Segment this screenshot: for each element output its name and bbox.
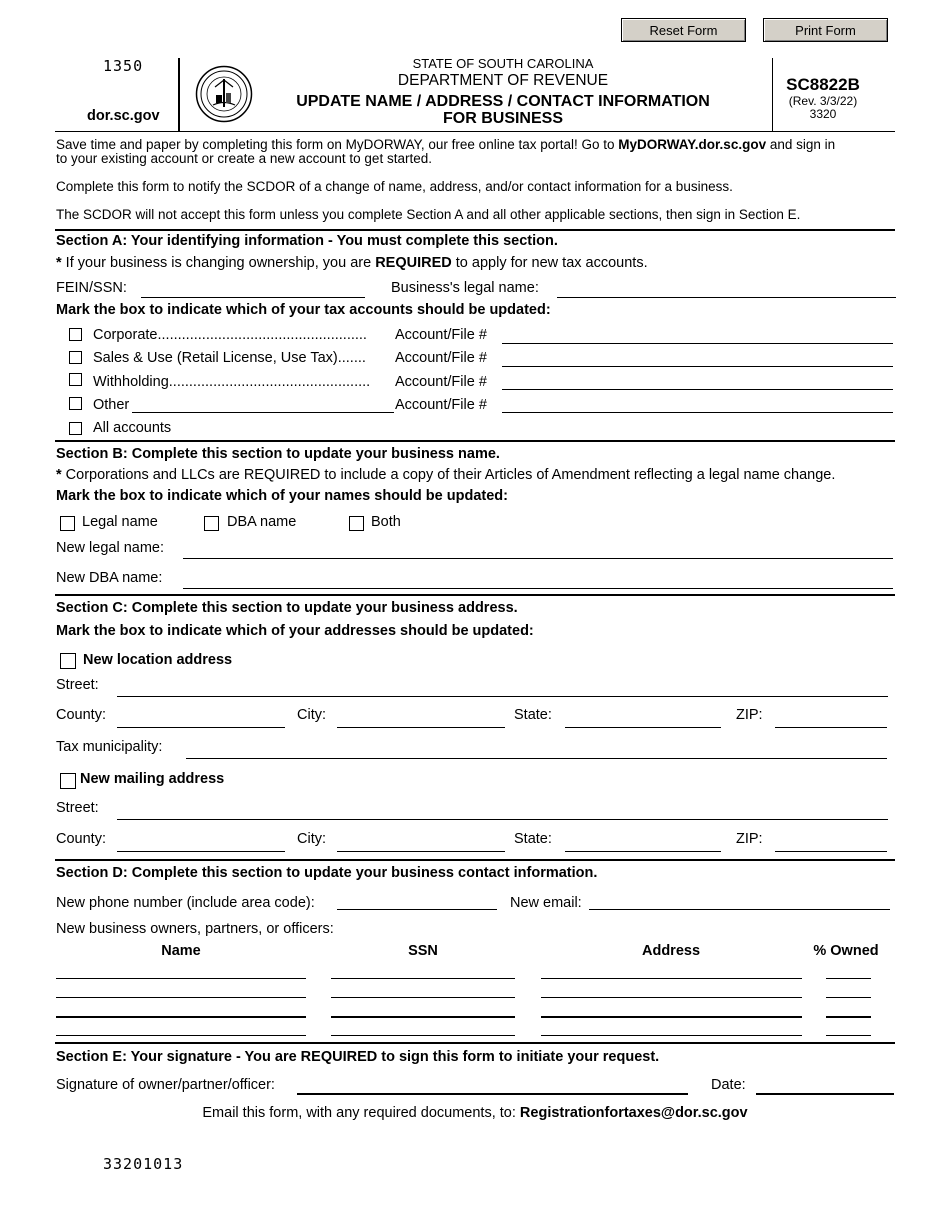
location-state-label: State: [514,707,552,723]
tax-municipality-input[interactable] [186,758,887,759]
mailing-street-input[interactable] [117,819,888,820]
owner-row-4-name-input[interactable] [56,1035,306,1036]
sales-use-acct-input[interactable] [502,366,893,367]
form-id: SC8822B [786,75,860,94]
location-zip-label: ZIP: [736,707,763,723]
other-specify-input[interactable] [132,412,394,413]
new-dba-name-input[interactable] [183,588,893,589]
corporate-acct-label: Account/File # [395,327,487,343]
corporate-label: Corporate.................................................... [93,327,367,343]
email-instructions: Email this form, with any required documents, to: Registrationfortaxes@dor.sc.gov [202,1105,748,1121]
new-mailing-checkbox[interactable] [60,773,76,789]
new-location-label: New location address [83,652,233,668]
other-acct-label: Account/File # [395,397,487,413]
phone-input[interactable] [337,909,497,910]
intro-paragraph-1: Save time and paper by completing this form on MyDORWAY, our free online tax portal! Go to MyDORWAY.dor.sc.gov and sign in to your existing account or create a new account to get started. [56,137,836,166]
section-d-rule [55,859,895,861]
section-e-rule [55,1042,895,1044]
dba-name-option-label: DBA name [227,514,297,530]
other-acct-input[interactable] [502,412,893,413]
section-b-note: * Corporations and LLCs are REQUIRED to include a copy of their Articles of Amendment reflecting a legal name change. [56,467,836,483]
signature-input[interactable] [297,1093,688,1095]
phone-label: New phone number (include area code): [56,895,315,911]
owner-row-1-name-input[interactable] [56,978,306,979]
section-b-heading: Section B: Complete this section to update your business name. [56,446,500,462]
col-owned-header: % Owned [813,943,879,959]
owners-label: New business owners, partners, or officers: [56,921,334,937]
new-legal-name-label: New legal name: [56,540,164,556]
section-c-heading: Section C: Complete this section to update your business address. [56,600,518,616]
new-location-checkbox[interactable] [60,653,76,669]
fein-input[interactable] [141,297,365,298]
mailing-zip-input[interactable] [775,851,887,852]
sales-use-label: Sales & Use (Retail License, Use Tax)....... [93,350,366,366]
date-label: Date: [711,1077,746,1093]
form-revision: (Rev. 3/3/22) [788,94,858,108]
date-input[interactable] [756,1093,894,1095]
section-d-heading: Section D: Complete this section to update your business contact information. [56,865,598,881]
withholding-acct-label: Account/File # [395,374,487,390]
header-dept: DEPARTMENT OF REVENUE [397,72,609,89]
location-city-label: City: [297,707,326,723]
owner-row-4-address-input[interactable] [541,1035,802,1036]
location-street-label: Street: [56,677,99,693]
other-label: Other [93,397,130,413]
mailing-zip-label: ZIP: [736,831,763,847]
mailing-state-input[interactable] [565,851,721,852]
new-mailing-label: New mailing address [80,771,225,787]
email-label: New email: [510,895,582,911]
sales-use-acct-label: Account/File # [395,350,487,366]
col-address-header: Address [641,943,701,959]
mailing-city-label: City: [297,831,326,847]
form-title-line2: FOR BUSINESS [442,110,563,127]
form-title-line1: UPDATE NAME / ADDRESS / CONTACT INFORMATION [296,93,710,110]
sales-use-checkbox[interactable] [69,351,82,364]
new-dba-name-label: New DBA name: [56,570,163,586]
withholding-acct-input[interactable] [502,389,893,390]
form-number: 3320 [809,107,837,121]
section-a-mark-label: Mark the box to indicate which of your tax accounts should be updated: [56,302,551,318]
location-city-input[interactable] [337,727,505,728]
legal-name-option-label: Legal name [82,514,158,530]
owner-row-3-name-input[interactable] [56,1016,306,1018]
corporate-checkbox[interactable] [69,328,82,341]
header-divider-left [178,58,180,131]
owner-row-3-address-input[interactable] [541,1016,802,1018]
form-code: 1350 [103,57,144,75]
intro-paragraph-3: The SCDOR will not accept this form unless you complete Section A and all other applicable sections, then sign in Section E. [56,207,801,222]
intro-paragraph-2: Complete this form to notify the SCDOR of a change of name, address, and/or contact information for a business. [56,179,733,194]
owner-row-4-owned-input[interactable] [826,1035,871,1036]
owner-row-4-ssn-input[interactable] [331,1035,515,1036]
website: dor.sc.gov [87,108,160,124]
corporate-acct-input[interactable] [502,343,893,344]
owner-row-2-name-input[interactable] [56,997,306,998]
legal-name-label: Business's legal name: [391,280,539,296]
state-seal-icon [195,65,253,123]
owner-row-2-owned-input[interactable] [826,997,871,998]
mailing-city-input[interactable] [337,851,505,852]
signature-label: Signature of owner/partner/officer: [56,1077,275,1093]
owner-row-1-owned-input[interactable] [826,978,871,979]
header-state: STATE OF SOUTH CAROLINA [412,56,594,71]
tax-municipality-label: Tax municipality: [56,739,163,755]
owner-row-1-address-input[interactable] [541,978,802,979]
mydorway-link[interactable]: MyDORWAY.dor.sc.gov [618,137,767,152]
section-b-rule [55,440,895,442]
section-a-rule [55,229,895,231]
location-street-input[interactable] [117,696,888,697]
other-checkbox[interactable] [69,397,82,410]
section-c-rule [55,594,895,596]
mailing-county-label: County: [56,831,106,847]
mailing-state-label: State: [514,831,552,847]
owner-row-3-ssn-input[interactable] [331,1016,515,1018]
reset-form-button[interactable]: Reset Form [621,18,746,42]
both-names-checkbox[interactable] [349,516,364,531]
location-county-label: County: [56,707,106,723]
owner-row-3-owned-input[interactable] [826,1016,871,1018]
withholding-checkbox[interactable] [69,373,82,386]
dba-name-checkbox[interactable] [204,516,219,531]
new-legal-name-input[interactable] [183,558,893,559]
fein-label: FEIN/SSN: [56,280,127,296]
col-ssn-header: SSN [408,943,438,959]
location-zip-input[interactable] [775,727,887,728]
all-accounts-checkbox[interactable] [69,422,82,435]
owner-row-2-ssn-input[interactable] [331,997,515,998]
col-name-header: Name [161,943,201,959]
registration-email-link[interactable]: Registrationfortaxes@dor.sc.gov [519,1105,748,1121]
location-state-input[interactable] [565,727,721,728]
both-option-label: Both [371,514,401,530]
owner-row-1-ssn-input[interactable] [331,978,515,979]
location-county-input[interactable] [117,727,285,728]
header-bottom-rule [55,131,895,132]
legal-name-checkbox[interactable] [60,516,75,531]
mailing-street-label: Street: [56,800,99,816]
section-a-note: * If your business is changing ownership, you are REQUIRED to apply for new tax accounts. [56,255,648,271]
section-a-heading: Section A: Your identifying information - You must complete this section. [56,233,558,249]
email-input[interactable] [589,909,890,910]
section-b-mark-label: Mark the box to indicate which of your names should be updated: [56,488,508,504]
print-form-button[interactable]: Print Form [763,18,888,42]
withholding-label: Withholding.................................................. [93,374,371,390]
section-c-mark-label: Mark the box to indicate which of your addresses should be updated: [56,623,534,639]
mailing-county-input[interactable] [117,851,285,852]
section-e-heading: Section E: Your signature - You are REQUIRED to sign this form to initiate your request. [56,1049,660,1065]
owner-row-2-address-input[interactable] [541,997,802,998]
legal-name-input[interactable] [557,297,896,298]
footer-barcode-number: 33201013 [103,1155,184,1173]
all-accounts-label: All accounts [93,420,172,436]
